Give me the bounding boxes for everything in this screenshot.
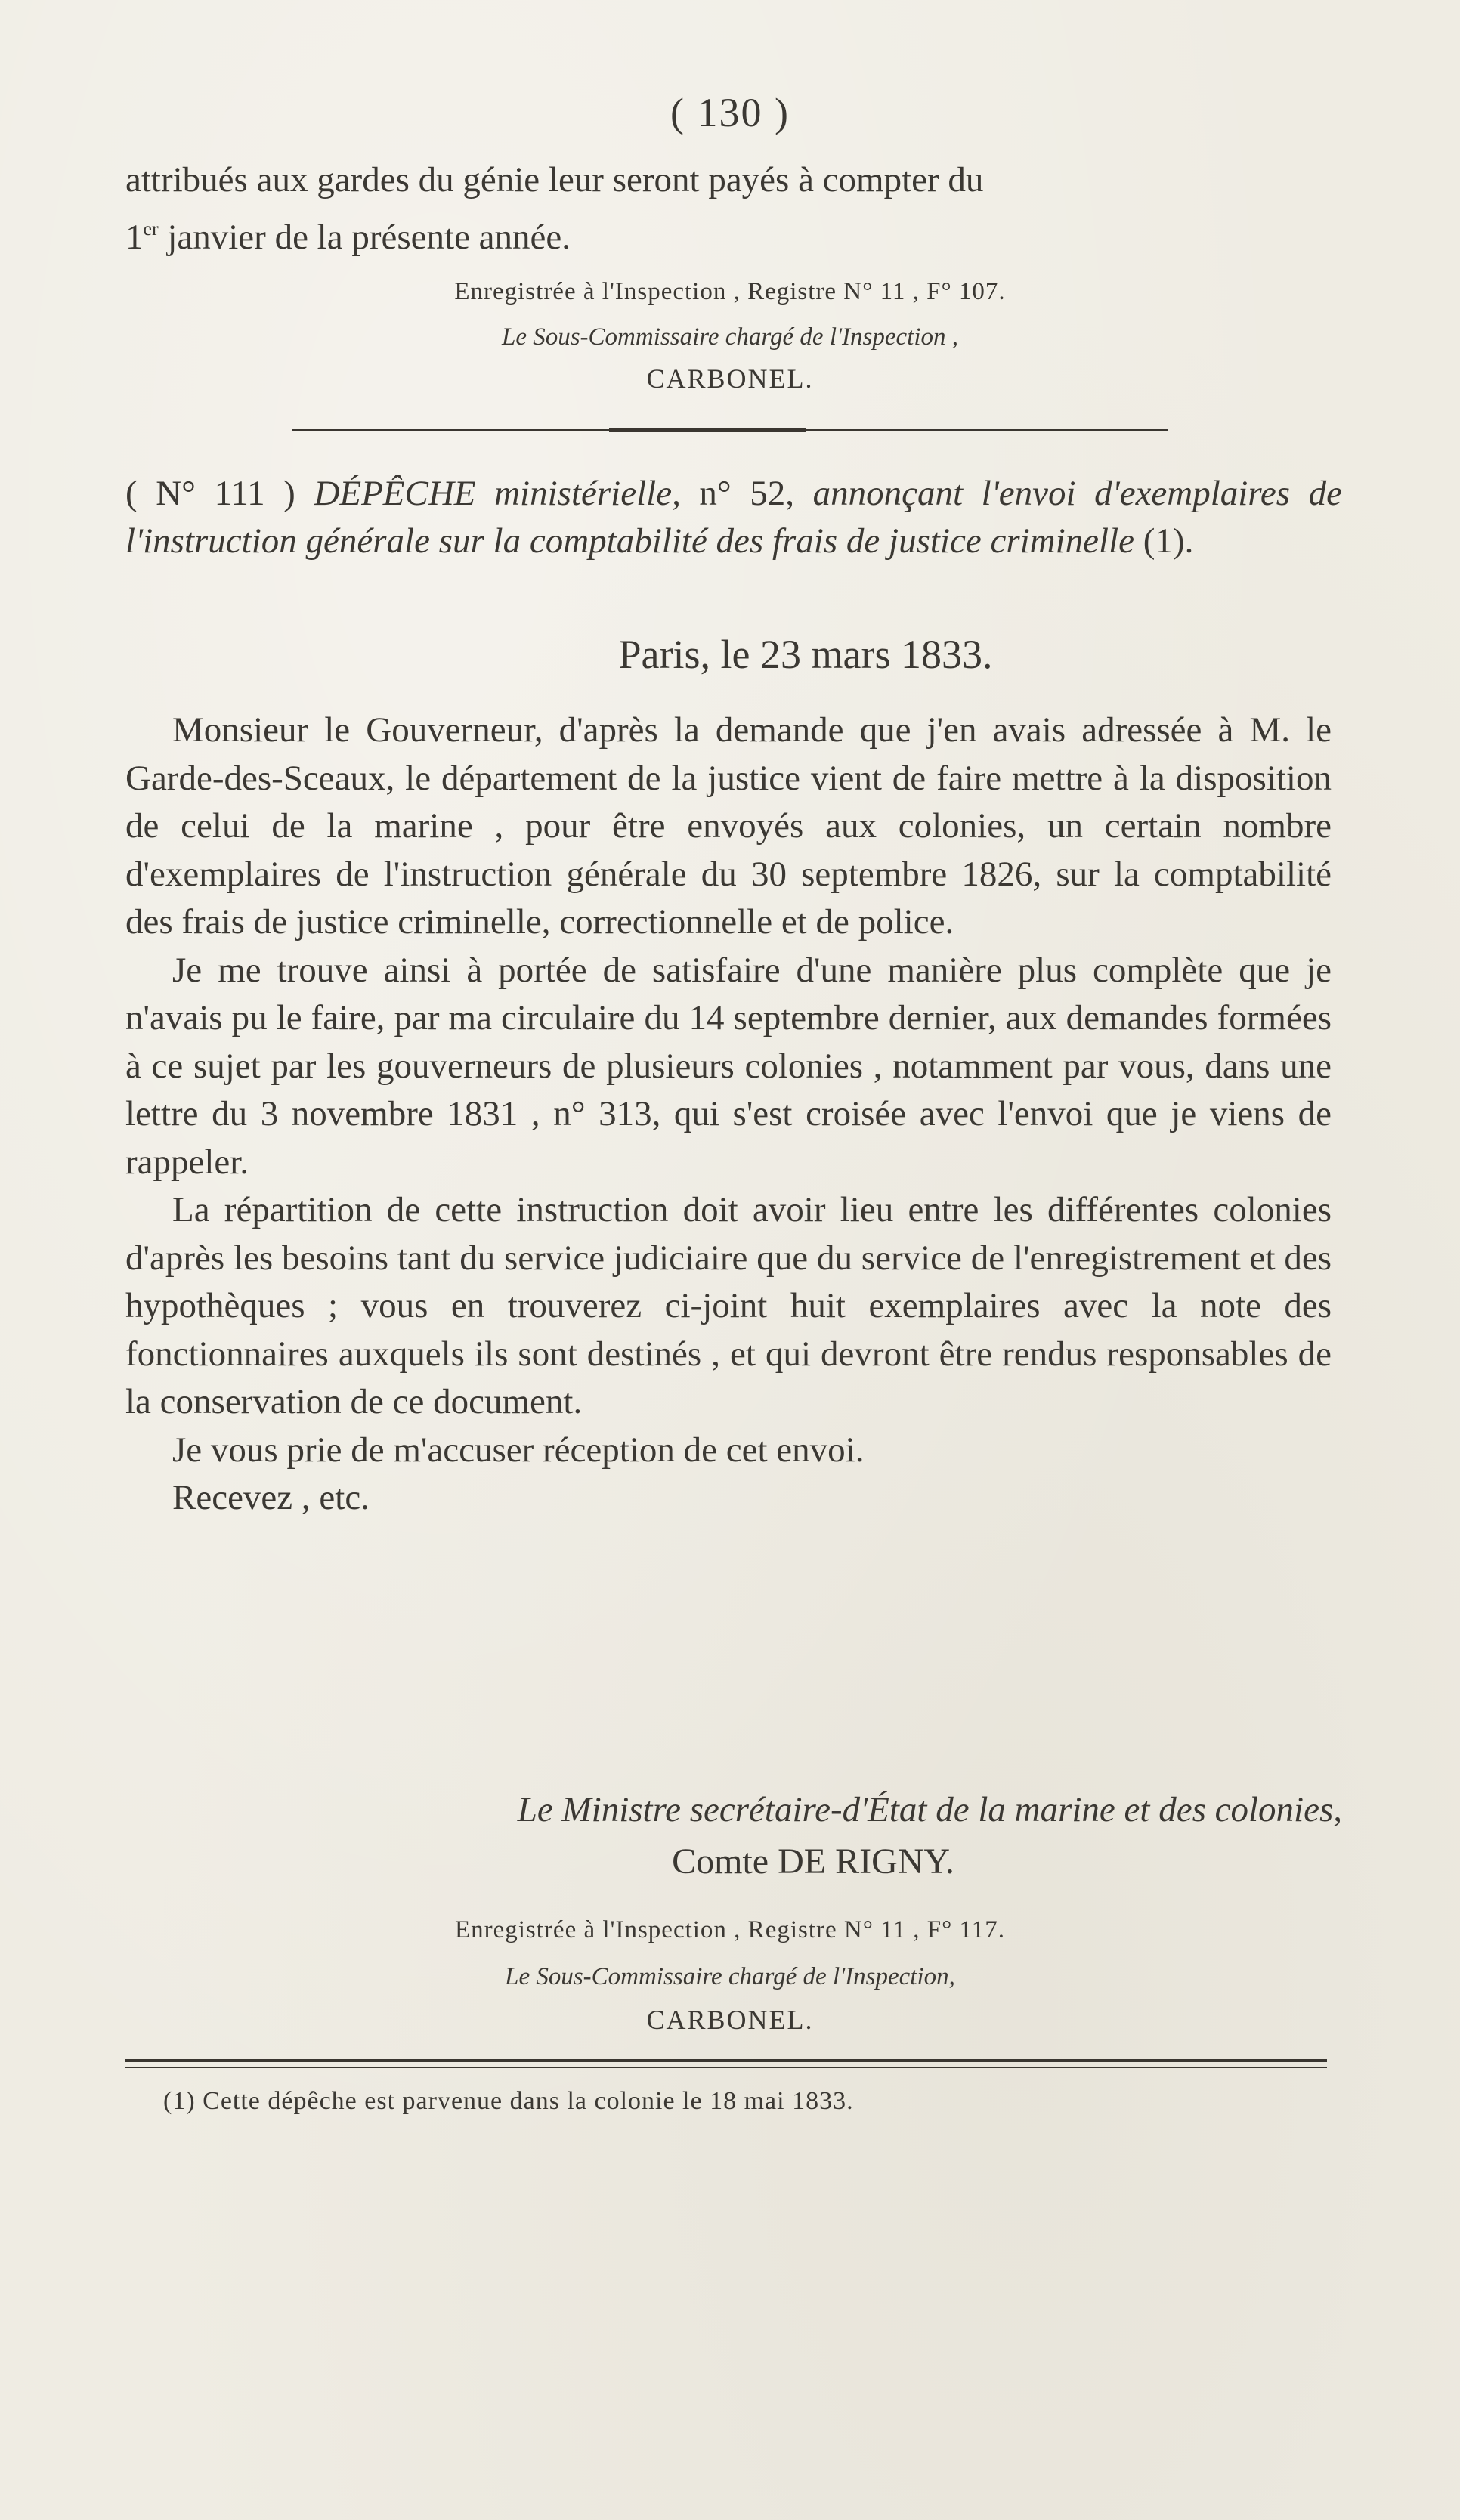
- paragraph-2: Je me trouve ainsi à portée de satisfaire d'une manière plus complète que je n'avais pu le faire, par ma circulaire du 14 septembre dernier, aux demandes formées à ce sujet par les gouverneurs de plusieurs colonies , notamment par vous, dans une lettre du 3 novembre 1831 , n° 313, qui s'est croisée avec l'envoi que je viens de rappeler.: [125, 950, 1332, 1182]
- footnote: (1) Cette dépêche est parvenue dans la colonie le 18 mai 1833.: [163, 2087, 854, 2115]
- place-date: Paris, le 23 mars 1833.: [618, 632, 993, 677]
- ordinal-suffix: er: [143, 217, 159, 240]
- dispatch-description: annonçant l'envoi d'exemplaires de l'instruction générale sur la comptabilité des frais de justice criminelle: [125, 474, 1342, 561]
- paragraph-5: Recevez , etc.: [172, 1478, 370, 1517]
- opening-text: [125, 156, 1335, 261]
- dispatch-serial: n° 52,: [699, 474, 795, 513]
- signature-title: Le Ministre secrétaire-d'État de la marine et des colonies,: [517, 1790, 1342, 1829]
- opening-line-2-rest: janvier de la présente année.: [158, 217, 571, 257]
- footnote-reference: (1).: [1143, 521, 1194, 561]
- paragraph-3: La répartition de cette instruction doit avoir lieu entre les différentes colonies d'après les besoins tant du service judiciaire que du service de l'enregistrement et des hypothèques ; vous en trouverez ci-joint huit exemplaires avec la note des fonctionnaires auxquels ils sont destinés , et qui devront être rendus responsables de la conservation de ce document.: [125, 1190, 1332, 1421]
- registration-line-2: Enregistrée à l'Inspection , Registre N° 11 , F° 117.: [454, 1916, 1006, 1943]
- footnote-divider: [125, 2059, 1327, 2062]
- paragraph-1: Monsieur le Gouverneur, d'après la demande que j'en avais adressée à M. le Garde-des-Sceaux, le département de la justice vient de faire mettre à la disposition de celui de la marine , pour être envoyés aux colonies, un certain nombre d'exemplaires de l'instruction générale du 30 septembre 1826, sur la comptabilité des frais de justice criminelle, correctionnelle et de police.: [125, 710, 1332, 942]
- ordinal-number: 1: [125, 217, 144, 257]
- paragraph-4: Je vous prie de m'accuser réception de cet envoi.: [172, 1430, 865, 1470]
- footnote-divider-thin: [125, 2067, 1327, 2068]
- registration-line-1: Enregistrée à l'Inspection , Registre N° 11 , F° 107.: [454, 278, 1006, 305]
- dispatch-subtitle: ministérielle,: [494, 474, 681, 513]
- dispatch-number: ( N° 111 ): [125, 474, 295, 513]
- registration-officer-1: Le Sous-Commissaire chargé de l'Inspection ,: [501, 323, 959, 351]
- page-number: ( 130 ): [670, 90, 790, 135]
- registration-name-2: CARBONEL.: [646, 2005, 814, 2035]
- registration-officer-2: Le Sous-Commissaire chargé de l'Inspection,: [505, 1963, 955, 1990]
- dispatch-title: DÉPÊCHE: [314, 474, 476, 513]
- signature-name: Comte DE RIGNY.: [672, 1841, 954, 1881]
- section-divider: [292, 429, 1168, 431]
- opening-line-2: [125, 205, 1335, 262]
- registration-name-1: CARBONEL.: [646, 363, 814, 394]
- letter-body: [125, 707, 1332, 1523]
- dispatch-heading: [125, 470, 1342, 565]
- opening-line-1: attribués aux gardes du génie leur seront payés à compter du: [125, 160, 984, 199]
